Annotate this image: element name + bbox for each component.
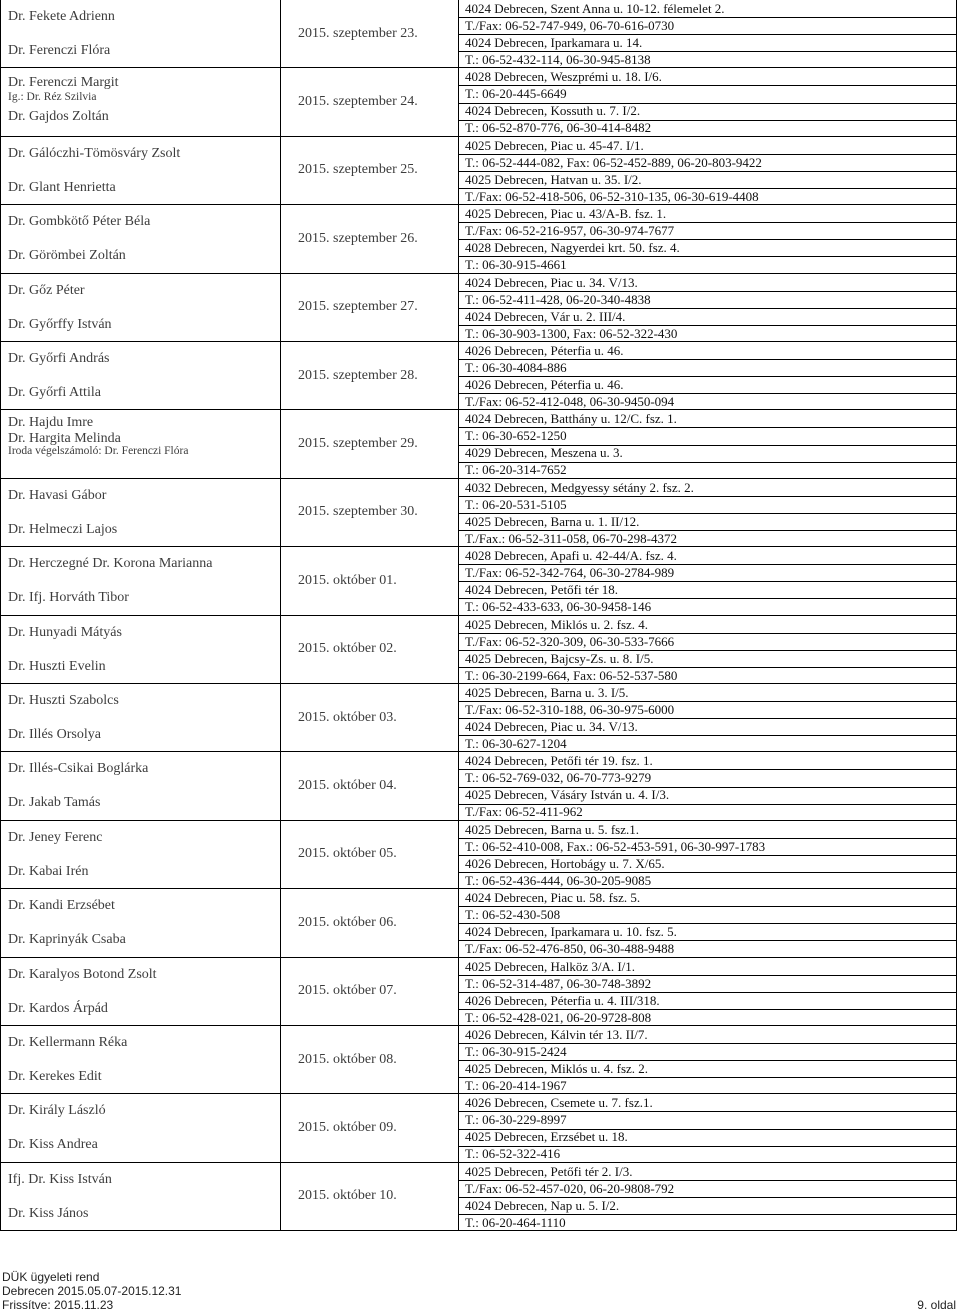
duty-date: 2015. október 07.: [298, 983, 397, 999]
schedule-row: [0, 410, 957, 478]
office-phone: T.: 06-30-627-1204: [465, 736, 567, 751]
office-address: 4028 Debrecen, Weszprémi u. 18. I/6.: [465, 69, 662, 85]
office-phone: T./Fax: 06-52-412-048, 06-30-9450-094: [465, 394, 675, 409]
doctor-name: Dr. Gombkötő Péter Béla: [8, 214, 151, 230]
office-phone: T.: 06-30-4084-886: [465, 360, 567, 375]
duty-date: 2015. október 09.: [298, 1120, 397, 1136]
doctor-note: Iroda végelszámoló: Dr. Ferenczi Flóra: [8, 445, 189, 458]
office-phone: T.: 06-30-229-8997: [465, 1112, 567, 1128]
schedule-row: [0, 752, 957, 820]
office-phone: T.: 06-30-915-4661: [465, 257, 567, 273]
office-phone: T.: 06-20-531-5105: [465, 496, 567, 512]
page-number: 9. oldal: [917, 1298, 956, 1312]
office-phone: T.: 06-30-903-1300, Fax: 06-52-322-430: [465, 325, 678, 341]
office-phone: T.: 06-52-444-082, Fax: 06-52-452-889, 06-20-803-9422: [465, 154, 762, 170]
schedule-row: [0, 68, 957, 136]
schedule-row: [0, 616, 957, 684]
doctor-name: Dr. Győrffy István: [8, 316, 112, 332]
schedule-row: [0, 684, 957, 752]
schedule-row: [0, 205, 957, 273]
office-address: 4025 Debrecen, Piac u. 43/A-B. fsz. 1.: [465, 206, 667, 222]
doctor-name: Dr. Havasi Gábor: [8, 487, 107, 503]
doctor-name: Dr. Gajdos Zoltán: [8, 109, 109, 125]
doctor-note: Ig.: Dr. Réz Szilvia: [8, 91, 97, 104]
duty-date: 2015. október 10.: [298, 1188, 397, 1204]
office-address: 4025 Debrecen, Miklós u. 4. fsz. 2.: [465, 1061, 649, 1076]
office-address: 4024 Debrecen, Kossuth u. 7. I/2.: [465, 103, 641, 119]
doctor-name: Dr. Jeney Ferenc: [8, 829, 103, 845]
schedule-row: [0, 889, 957, 957]
office-address: 4026 Debrecen, Péterfia u. 46.: [465, 343, 624, 358]
doctor-name: Dr. Huszti Szabolcs: [8, 693, 119, 708]
doctor-name: Dr. Kerekes Edit: [8, 1069, 102, 1084]
office-address: 4025 Debrecen, Miklós u. 2. fsz. 4.: [465, 616, 649, 632]
footer-title: DÜK ügyeleti rend: [2, 1270, 100, 1284]
doctor-name: Dr. Huszti Evelin: [8, 658, 106, 674]
doctor-name: Dr. Illés Orsolya: [8, 727, 101, 742]
office-address: 4025 Debrecen, Barna u. 1. II/12.: [465, 513, 640, 529]
doctor-name: Dr. Győrfi András: [8, 351, 110, 366]
schedule-row: [0, 547, 957, 615]
duty-date: 2015. október 08.: [298, 1051, 397, 1067]
duty-date: 2015. szeptember 26.: [298, 230, 418, 246]
office-phone: T.: 06-52-314-487, 06-30-748-3892: [465, 975, 652, 991]
doctor-name: Dr. Herczegné Dr. Korona Marianna: [8, 556, 213, 572]
office-address: 4026 Debrecen, Péterfia u. 46.: [465, 377, 624, 392]
duty-date: 2015. szeptember 30.: [298, 504, 418, 520]
doctor-name: Ifj. Dr. Kiss István: [8, 1171, 112, 1187]
doctor-name: Dr. Ferenczi Flóra: [8, 43, 111, 58]
office-address: 4026 Debrecen, Péterfia u. 4. III/318.: [465, 992, 660, 1008]
office-address: 4024 Debrecen, Nap u. 5. I/2.: [465, 1197, 620, 1213]
doctor-name: Dr. Kardos Árpád: [8, 1000, 108, 1016]
office-address: 4025 Debrecen, Hatvan u. 35. I/2.: [465, 171, 642, 187]
office-address: 4025 Debrecen, Vásáry István u. 4. I/3.: [465, 787, 670, 803]
office-phone: T.: 06-52-322-416: [465, 1146, 561, 1162]
doctor-name: Dr. Glant Henrietta: [8, 179, 116, 195]
office-address: 4024 Debrecen, Piac u. 34. V/13.: [465, 719, 638, 734]
duty-date: 2015. október 06.: [298, 914, 397, 930]
office-phone: T.: 06-52-769-032, 06-70-773-9279: [465, 770, 652, 786]
schedule-row: [0, 274, 957, 342]
office-address: 4025 Debrecen, Piac u. 45-47. I/1.: [465, 137, 644, 153]
office-phone: T./Fax: 06-52-216-957, 06-30-974-7677: [465, 223, 675, 239]
doctor-name: Dr. Kaprinyák Csaba: [8, 932, 126, 948]
office-phone: T.: 06-52-870-776, 06-30-414-8482: [465, 120, 652, 136]
office-phone: T./Fax: 06-52-310-188, 06-30-975-6000: [465, 702, 675, 717]
duty-date: 2015. szeptember 24.: [298, 94, 418, 110]
office-phone: T.: 06-20-445-6649: [465, 86, 567, 102]
page-footer: [0, 1268, 960, 1313]
doctor-name: Dr. Hunyadi Mátyás: [8, 624, 122, 640]
schedule-row: [0, 342, 957, 410]
office-phone: T.: 06-20-314-7652: [465, 462, 567, 478]
duty-date: 2015. október 01.: [298, 572, 397, 588]
office-address: 4025 Debrecen, Barna u. 5. fsz.1.: [465, 821, 639, 837]
duty-date: 2015. szeptember 25.: [298, 162, 418, 178]
doctor-name: Dr. Gőz Péter: [8, 282, 85, 298]
office-phone: T.: 06-52-411-428, 06-20-340-4838: [465, 291, 651, 307]
schedule-row: [0, 1026, 957, 1094]
schedule-row: [0, 1163, 957, 1231]
doctor-name: Dr. Helmeczi Lajos: [8, 521, 118, 537]
office-address: 4024 Debrecen, Petőfi tér 19. fsz. 1.: [465, 753, 653, 769]
duty-date: 2015. szeptember 28.: [298, 367, 418, 383]
duty-date: 2015. szeptember 23.: [298, 25, 418, 41]
office-address: 4025 Debrecen, Halköz 3/A. I/1.: [465, 958, 636, 974]
doctor-name: Dr. Görömbei Zoltán: [8, 248, 126, 264]
doctor-name: Dr. Karalyos Botond Zsolt: [8, 966, 157, 982]
duty-date: 2015. szeptember 27.: [298, 299, 418, 315]
office-phone: T./Fax: 06-52-476-850, 06-30-488-9488: [465, 941, 675, 957]
office-address: 4028 Debrecen, Nagyerdei krt. 50. fsz. 4.: [465, 240, 680, 256]
duty-date: 2015. október 04.: [298, 778, 397, 794]
doctor-name: Dr. Kiss János: [8, 1205, 89, 1221]
office-address: 4024 Debrecen, Iparkamara u. 10. fsz. 5.: [465, 924, 677, 940]
schedule-row: [0, 1094, 957, 1162]
doctor-name: Dr. Hajdu Imre: [8, 415, 94, 431]
office-phone: T.: 06-52-433-633, 06-30-9458-146: [465, 599, 652, 615]
office-address: 4025 Debrecen, Petőfi tér 2. I/3.: [465, 1163, 633, 1179]
office-phone: T.: 06-52-432-114, 06-30-945-8138: [465, 52, 651, 67]
office-phone: T./Fax: 06-52-457-020, 06-20-9808-792: [465, 1180, 675, 1196]
schedule-row: [0, 0, 957, 68]
doctor-name: Dr. Illés-Csikai Boglárka: [8, 761, 149, 777]
doctor-name: Dr. Fekete Adrienn: [8, 9, 115, 24]
office-phone: T.: 06-52-428-021, 06-20-9728-808: [465, 1009, 652, 1025]
office-address: 4028 Debrecen, Apafi u. 42-44/A. fsz. 4.: [465, 548, 677, 564]
office-phone: T.: 06-30-652-1250: [465, 428, 567, 444]
doctor-name: Dr. Jakab Tamás: [8, 795, 101, 811]
doctor-name: Dr. Ferenczi Margit: [8, 75, 119, 91]
schedule-row: [0, 479, 957, 547]
doctor-name: Dr. Király László: [8, 1103, 106, 1119]
doctor-name: Dr. Győrfi Attila: [8, 385, 101, 400]
office-address: 4024 Debrecen, Szent Anna u. 10-12. félemelet 2.: [465, 1, 725, 16]
office-phone: T.: 06-52-410-008, Fax.: 06-52-453-591, 06-30-997-1783: [465, 838, 766, 854]
doctor-name: Dr. Hargita Melinda: [8, 431, 121, 447]
office-address: 4032 Debrecen, Medgyessy sétány 2. fsz. 2.: [465, 479, 694, 495]
office-phone: T.: 06-52-436-444, 06-30-205-9085: [465, 872, 652, 888]
duty-date: 2015. október 03.: [298, 709, 397, 725]
office-address: 4024 Debrecen, Vár u. 2. III/4.: [465, 308, 626, 324]
footer-period: Debrecen 2015.05.07-2015.12.31: [2, 1284, 182, 1298]
office-address: 4026 Debrecen, Kálvin tér 13. II/7.: [465, 1027, 648, 1042]
doctor-name: Dr. Kellermann Réka: [8, 1035, 128, 1050]
office-phone: T.: 06-20-464-1110: [465, 1214, 566, 1230]
office-address: 4029 Debrecen, Meszena u. 3.: [465, 445, 623, 461]
office-address: 4025 Debrecen, Bajcsy-Zs. u. 8. I/5.: [465, 650, 654, 666]
office-address: 4024 Debrecen, Iparkamara u. 14.: [465, 35, 643, 50]
duty-date: 2015. szeptember 29.: [298, 436, 418, 452]
office-address: 4024 Debrecen, Batthány u. 12/C. fsz. 1.: [465, 411, 677, 427]
office-address: 4024 Debrecen, Petőfi tér 18.: [465, 582, 619, 598]
office-phone: T.: 06-30-2199-664, Fax: 06-52-537-580: [465, 667, 678, 683]
office-address: 4025 Debrecen, Erzsébet u. 18.: [465, 1129, 628, 1145]
office-address: 4026 Debrecen, Hortobágy u. 7. X/65.: [465, 855, 665, 871]
doctor-name: Dr. Kiss Andrea: [8, 1137, 98, 1153]
office-address: 4024 Debrecen, Piac u. 58. fsz. 5.: [465, 890, 641, 906]
schedule-row: [0, 137, 957, 205]
office-address: 4024 Debrecen, Piac u. 34. V/13.: [465, 274, 638, 290]
footer-updated: Frissítve: 2015.11.23: [2, 1298, 114, 1312]
schedule-row: [0, 958, 957, 1026]
office-phone: T./Fax: 06-52-411-962: [465, 804, 583, 820]
office-phone: T.: 06-20-414-1967: [465, 1078, 567, 1093]
office-address: 4025 Debrecen, Barna u. 3. I/5.: [465, 685, 629, 700]
office-phone: T.: 06-30-915-2424: [465, 1044, 567, 1059]
office-phone: T./Fax: 06-52-320-309, 06-30-533-7666: [465, 633, 675, 649]
doctor-name: Dr. Kabai Irén: [8, 863, 89, 879]
duty-date: 2015. október 02.: [298, 641, 397, 657]
duty-date: 2015. október 05.: [298, 846, 397, 862]
doctor-name: Dr. Kandi Erzsébet: [8, 898, 115, 914]
doctor-name: Dr. Gálóczhi-Tömösváry Zsolt: [8, 145, 181, 161]
office-phone: T./Fax.: 06-52-311-058, 06-70-298-4372: [465, 530, 677, 546]
office-address: 4026 Debrecen, Csemete u. 7. fsz.1.: [465, 1095, 653, 1111]
office-phone: T./Fax: 06-52-342-764, 06-30-2784-989: [465, 565, 675, 581]
office-phone: T./Fax: 06-52-418-506, 06-52-310-135, 06-30-619-4408: [465, 188, 759, 204]
office-phone: T.: 06-52-430-508: [465, 907, 561, 923]
office-phone: T./Fax: 06-52-747-949, 06-70-616-0730: [465, 18, 675, 33]
doctor-name: Dr. Ifj. Horváth Tibor: [8, 590, 129, 606]
schedule-row: [0, 821, 957, 889]
